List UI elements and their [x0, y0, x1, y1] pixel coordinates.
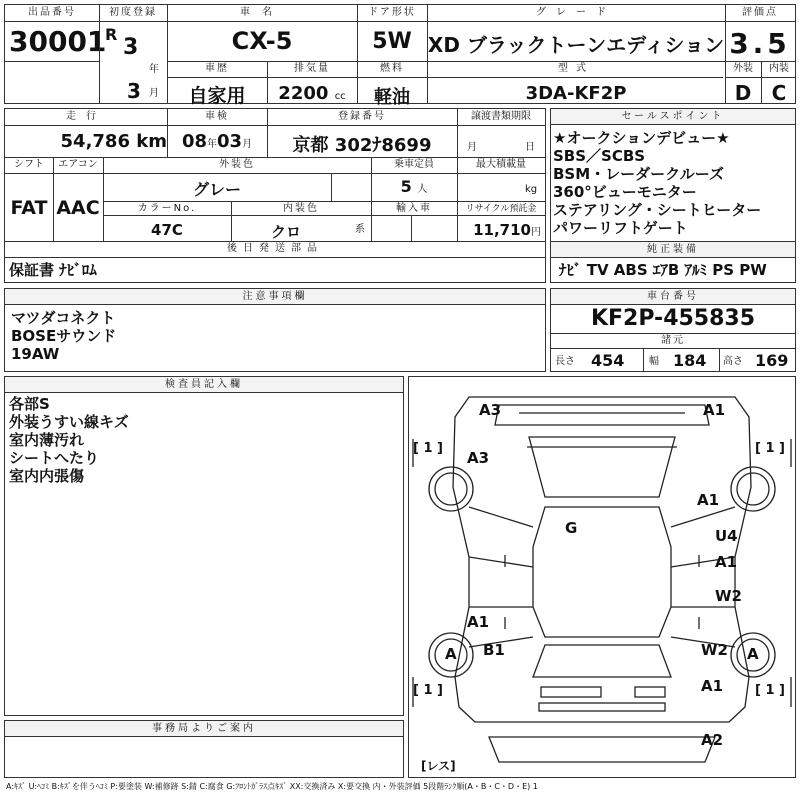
tire-right-top: [ 1 ] [755, 441, 785, 456]
lot-label: 出品番号 [28, 7, 76, 18]
inspection-date [167, 131, 267, 152]
transfer-label: 譲渡書類期限 [471, 111, 531, 122]
reg-label: 初度登録 [109, 7, 157, 18]
disp-unit: cc [334, 91, 346, 102]
disp-label: 排気量 [294, 63, 330, 74]
insp-month-unit: 月 [242, 139, 253, 150]
sales-line-1: ★オークションデビュー★ [553, 129, 730, 147]
insp-month: 03 [217, 131, 243, 152]
fuel-label: 燃料 [380, 63, 404, 74]
recycle-value: 11,710 [473, 221, 531, 239]
lot-number: 30001 [9, 25, 107, 58]
mark-a1-rear-right: A1 [701, 677, 724, 695]
mark-b1: B1 [483, 641, 505, 659]
rating: 3.5 [729, 27, 791, 60]
mileage-value: 54,786 [60, 131, 130, 152]
sales-line-3: BSM・レーダークルーズ [553, 165, 724, 183]
rating-label: 評価点 [742, 7, 778, 18]
plate-label: 登録番号 [338, 111, 386, 122]
mark-a-wheel-right: A [747, 645, 759, 663]
door-label: ドア形状 [368, 7, 416, 18]
inspector-line-2: 外装うすい線キズ [9, 413, 129, 431]
equipment [550, 241, 796, 283]
notes [4, 288, 546, 372]
int-grade: C [771, 81, 787, 105]
tire-left-top: [ 1 ] [413, 441, 443, 456]
lot-cell [5, 5, 107, 61]
disp-value: 2200 [278, 83, 329, 104]
inspector-title: 検査員記入欄 [5, 377, 403, 393]
int-label: 内装 [769, 63, 789, 74]
model: 3DA-KF2P [525, 83, 627, 104]
car-diagram [408, 376, 796, 778]
capacity-unit: 人 [417, 184, 428, 195]
car-name: CX-5 [231, 27, 293, 55]
equipment-items: ﾅﾋﾞ TV ABS ｴｱB ｱﾙﾐ PS PW [559, 261, 767, 279]
inspector-line-1: 各部S [9, 395, 50, 413]
interior: クロ [270, 223, 301, 241]
import-label: 輸入車 [396, 203, 432, 214]
sales-line-6: パワーリフトゲート [553, 219, 688, 237]
recycle-unit: 円 [531, 227, 541, 238]
specs-title: 諸元 [661, 335, 685, 346]
notes-line-1: マツダコネクト [11, 309, 116, 327]
ac: AAC [56, 197, 100, 219]
mark-w2-door: W2 [715, 587, 742, 605]
notes-line-3: 19AW [11, 345, 60, 363]
height: 169 [755, 351, 789, 370]
history: 自家用 [188, 85, 246, 107]
capacity [371, 177, 457, 196]
model-label: 型式 [558, 63, 594, 74]
height-label: 高さ [723, 356, 743, 367]
insp-year: 08 [181, 131, 207, 152]
inspector-line-3: 室内薄汚れ [9, 431, 85, 449]
mark-a3-front: A3 [479, 401, 502, 419]
reg-year: 3 [123, 35, 139, 60]
capacity-label: 乗車定員 [394, 159, 434, 170]
inspector [4, 376, 404, 716]
grade: XD ブラックトーンエディション [427, 33, 725, 57]
vehicle-details [4, 108, 546, 258]
equipment-title: 純正装備 [551, 242, 795, 258]
colorno: 47C [151, 221, 183, 239]
mark-g-windshield: G [565, 519, 578, 537]
header-section [4, 4, 796, 108]
sales-line-2: SBS／SCBS [553, 147, 646, 165]
sales-line-4: 360°ビューモニター [553, 183, 697, 201]
colorno-label: カラーNo. [137, 203, 197, 214]
recycle-label: リサイクル預託金 [465, 204, 537, 214]
sales-points-title: セールスポイント [551, 109, 795, 125]
width: 184 [673, 351, 707, 370]
interior-label: 内装色 [283, 203, 319, 214]
recycle [457, 221, 541, 239]
sales-points [550, 108, 796, 242]
color-label: 外装色 [219, 159, 255, 170]
mark-a3-fender: A3 [467, 449, 490, 467]
length: 454 [591, 351, 625, 370]
displacement [267, 83, 357, 104]
mark-w2-rear: W2 [701, 641, 728, 659]
mark-a1-door: A1 [715, 553, 738, 571]
chassis-number: KF2P-455835 [590, 306, 756, 331]
capacity-value: 5 [400, 177, 412, 196]
mark-a2-bumper: A2 [701, 731, 724, 749]
mark-a1-rear-left: A1 [467, 613, 490, 631]
era: R [105, 25, 118, 44]
tire-left-bottom: [ 1 ] [413, 683, 443, 698]
grade-label: グレード [536, 7, 616, 18]
chassis [550, 288, 796, 372]
later-parts [4, 257, 546, 283]
interior-unit: 系 [355, 224, 365, 235]
width-label: 幅 [649, 356, 659, 367]
transfer-day: 日 [525, 142, 537, 153]
notes-line-2: BOSEサウンド [11, 327, 117, 345]
inspector-line-4: シートへたり [9, 449, 100, 467]
later-parts-text: 保証書 ﾅﾋﾞﾛﾑ [9, 261, 97, 279]
chassis-title: 車台番号 [551, 289, 795, 305]
mark-a-wheel-left: A [445, 645, 457, 663]
inspection-label: 車検 [205, 111, 229, 122]
name-label: 車名 [240, 7, 284, 18]
month-unit: 月 [149, 88, 159, 99]
year-unit: 年 [149, 64, 159, 75]
load-label: 最大積載量 [476, 159, 526, 170]
ext-grade: D [734, 81, 752, 105]
sales-line-5: ステアリング・シートヒーター [553, 201, 762, 219]
shift: FAT [10, 197, 48, 219]
mileage-unit: km [136, 131, 167, 152]
ac-label: エアコン [58, 159, 98, 170]
ext-label: 外装 [733, 63, 753, 74]
mileage-label: 走行 [66, 111, 106, 122]
tire-right-bottom: [ 1 ] [755, 683, 785, 698]
shift-label: シフト [14, 159, 44, 170]
insp-year-unit: 年 [207, 139, 217, 150]
reg-month: 3 [127, 79, 141, 103]
load-unit: kg [525, 184, 538, 195]
length-label: 長さ [555, 356, 575, 367]
mark-a1-fender: A1 [697, 491, 720, 509]
spare-tire: [レス] [421, 759, 456, 773]
car-outline [409, 377, 795, 777]
plate: 京都 302ﾅ8699 [292, 135, 432, 156]
transfer-month: 月 [467, 142, 479, 153]
mileage [5, 131, 167, 152]
door-type: 5W [372, 29, 412, 54]
history-label: 車歴 [205, 63, 229, 74]
fuel: 軽油 [374, 87, 410, 108]
office-title: 事務局よりご案内 [5, 721, 403, 737]
mark-a1-front: A1 [703, 401, 726, 419]
legend: A:ｷｽﾞ U:ﾍｺﾐ B:ｷｽﾞを伴うﾍｺﾐ P:要塗装 W:補修跡 S:錆 C:腐食 G:ﾌﾛﾝﾄｶﾞﾗｽ点ｷｽﾞ XX:交換済み X:要交換 内・外装評価 5段階ﾗﾝｸ順(A・B・C・D・E) 1 [6, 782, 538, 791]
later-parts-title: 後日発送部品 [227, 243, 323, 254]
inspector-line-5: 室内内張傷 [9, 467, 85, 485]
notes-title: 注意事項欄 [5, 289, 545, 305]
office [4, 720, 404, 778]
mark-u4: U4 [715, 527, 738, 545]
color: グレー [192, 180, 241, 199]
